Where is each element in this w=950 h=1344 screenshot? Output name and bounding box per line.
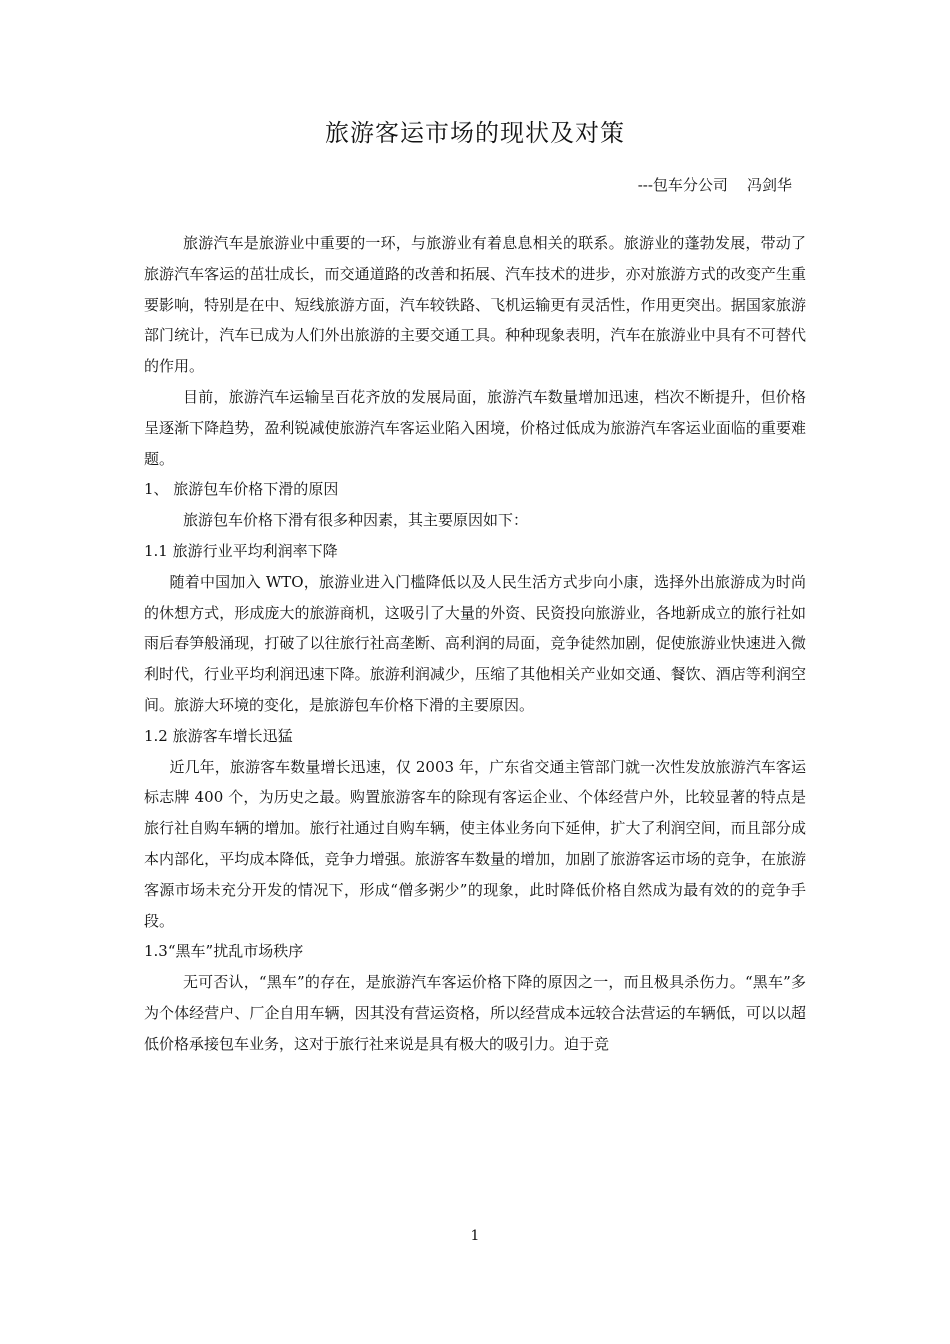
paragraph-current-state: 目前，旅游汽车运输呈百花齐放的发展局面，旅游汽车数量增加迅速，档次不断提升，但价格呈逐渐下降趋势，盈利锐减使旅游汽车客运业陷入困境，价格过低成为旅游汽车客运业面临的重要难题。	[144, 387, 806, 468]
paragraph-section-1-3: 无可否认，“黑车”的存在，是旅游汽车客运价格下降的原因之一，而且极具杀伤力。“黑车”多为个体经营户、厂企自用车辆，因其没有营运资格，所以经营成本远较合法营运的车辆低，可以以超低价格承接包车业务，这对于旅行社来说是具有极大的吸引力。迫于竞	[144, 973, 806, 1053]
document-body	[144, 228, 806, 1060]
paragraph-section-1-intro: 旅游包车价格下滑有很多种因素，其主要原因如下：	[183, 511, 529, 530]
section-heading-1-1: 1.1 旅游行业平均利润率下降	[144, 541, 338, 560]
section-heading-1-3: 1.3“黑车”扰乱市场秩序	[144, 942, 304, 961]
paragraph-section-1-1: 随着中国加入 WTO，旅游业进入门槛降低以及人民生活方式步向小康，选择外出旅游成为时尚的休想方式，形成庞大的旅游商机，这吸引了大量的外资、民资投向旅游业，各地新成立的旅行社如雨后春笋般涌现，打破了以往旅行社高垄断、高利润的局面，竞争徒然加剧，促使旅游业快速进入微利时代，行业平均利润迅速下降。旅游利润减少，压缩了其他相关产业如交通、餐饮、酒店等利润空间。旅游大环境的变化，是旅游包车价格下滑的主要原因。	[144, 572, 806, 714]
author-line: ---包车分公司 冯剑华	[637, 176, 792, 194]
paragraph-intro: 旅游汽车是旅游业中重要的一环，与旅游业有着息息相关的联系。旅游业的蓬勃发展，带动了旅游汽车客运的茁壮成长，而交通道路的改善和拓展、汽车技术的进步，亦对旅游方式的改变产生重要影响，特别是在中、短线旅游方面，汽车较铁路、飞机运输更有灵活性，作用更突出。据国家旅游部门统计，汽车已成为人们外出旅游的主要交通工具。种种现象表明，汽车在旅游业中具有不可替代的作用。	[144, 234, 806, 376]
section-heading-1: 1、 旅游包车价格下滑的原因	[144, 480, 339, 499]
section-heading-1-2: 1.2 旅游客车增长迅猛	[144, 726, 293, 745]
document-title: 旅游客运市场的现状及对策	[325, 119, 625, 147]
paragraph-section-1-2: 近几年，旅游客车数量增长迅速，仅 2003 年，广东省交通主管部门就一次性发放旅游汽车客运标志牌 400 个，为历史之最。购置旅游客车的除现有客运企业、个体经营户外，比较显著的特点是旅行社自购车辆的增加。旅行社通过自购车辆，使主体业务向下延伸，扩大了利润空间，而且部分成本内部化，平均成本降低，竞争力增强。旅游客车数量的增加，加剧了旅游客运市场的竞争，在旅游客源市场未充分开发的情况下，形成“僧多粥少”的现象，此时降低价格自然成为最有效的的竞争手段。	[144, 757, 806, 930]
page-number: 1	[470, 1228, 480, 1244]
